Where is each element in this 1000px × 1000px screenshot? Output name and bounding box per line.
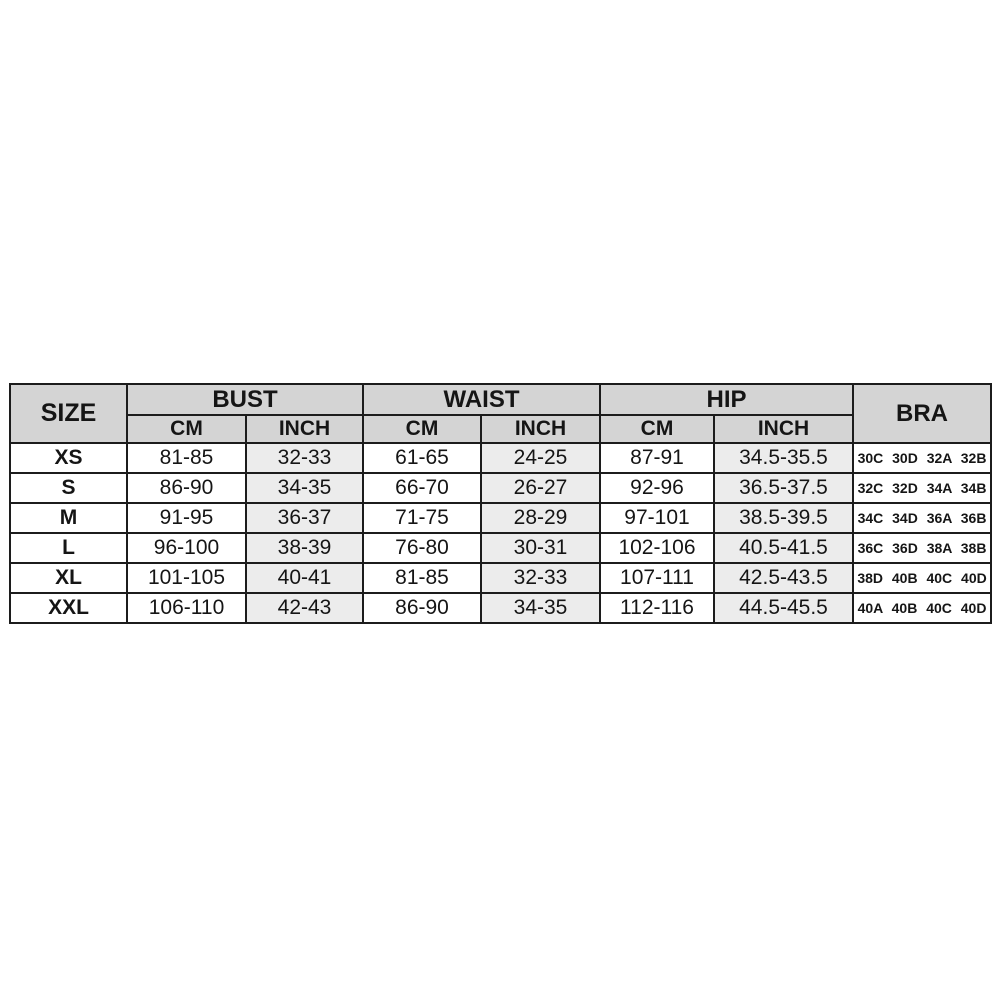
size-label: L <box>10 533 127 563</box>
size-chart <box>9 383 990 624</box>
cell-bust-inch: 32-33 <box>246 443 363 473</box>
cell-waist-cm: 81-85 <box>363 563 481 593</box>
header-hip: HIP <box>600 384 853 415</box>
cell-hip-inch: 42.5-43.5 <box>714 563 853 593</box>
cell-bust-cm: 96-100 <box>127 533 246 563</box>
header-bust-cm: CM <box>127 415 246 443</box>
table-row-s <box>10 473 991 503</box>
cell-waist-inch: 34-35 <box>481 593 600 623</box>
table-row-xxl <box>10 593 991 623</box>
size-label: XXL <box>10 593 127 623</box>
header-waist-cm: CM <box>363 415 481 443</box>
size-label: XL <box>10 563 127 593</box>
header-bust-inch: INCH <box>246 415 363 443</box>
cell-waist-inch: 24-25 <box>481 443 600 473</box>
cell-bra: 32C 32D 34A 34B <box>853 473 991 503</box>
cell-bust-inch: 36-37 <box>246 503 363 533</box>
header-waist-inch: INCH <box>481 415 600 443</box>
cell-bust-cm: 101-105 <box>127 563 246 593</box>
header-waist: WAIST <box>363 384 600 415</box>
cell-hip-inch: 36.5-37.5 <box>714 473 853 503</box>
cell-waist-cm: 76-80 <box>363 533 481 563</box>
size-label: XS <box>10 443 127 473</box>
table-row-xs <box>10 443 991 473</box>
cell-bust-inch: 38-39 <box>246 533 363 563</box>
cell-bra: 30C 30D 32A 32B <box>853 443 991 473</box>
header-size: SIZE <box>10 384 127 443</box>
cell-bust-inch: 40-41 <box>246 563 363 593</box>
cell-hip-cm: 102-106 <box>600 533 714 563</box>
cell-hip-inch: 44.5-45.5 <box>714 593 853 623</box>
size-chart-table <box>9 383 992 624</box>
cell-waist-cm: 66-70 <box>363 473 481 503</box>
cell-bust-cm: 91-95 <box>127 503 246 533</box>
cell-hip-inch: 34.5-35.5 <box>714 443 853 473</box>
cell-bra: 36C 36D 38A 38B <box>853 533 991 563</box>
header-bra: BRA <box>853 384 991 443</box>
cell-bra: 38D 40B 40C 40D <box>853 563 991 593</box>
cell-hip-cm: 107-111 <box>600 563 714 593</box>
table-row-l <box>10 533 991 563</box>
cell-hip-cm: 92-96 <box>600 473 714 503</box>
cell-bust-inch: 34-35 <box>246 473 363 503</box>
cell-waist-cm: 61-65 <box>363 443 481 473</box>
header-bust: BUST <box>127 384 363 415</box>
size-label: S <box>10 473 127 503</box>
table-row-xl <box>10 563 991 593</box>
cell-waist-inch: 30-31 <box>481 533 600 563</box>
cell-waist-cm: 86-90 <box>363 593 481 623</box>
cell-waist-inch: 28-29 <box>481 503 600 533</box>
cell-hip-cm: 112-116 <box>600 593 714 623</box>
cell-waist-inch: 32-33 <box>481 563 600 593</box>
size-label: M <box>10 503 127 533</box>
cell-hip-cm: 97-101 <box>600 503 714 533</box>
cell-waist-inch: 26-27 <box>481 473 600 503</box>
cell-bust-cm: 81-85 <box>127 443 246 473</box>
cell-hip-inch: 40.5-41.5 <box>714 533 853 563</box>
cell-bust-inch: 42-43 <box>246 593 363 623</box>
cell-waist-cm: 71-75 <box>363 503 481 533</box>
cell-bra: 40A 40B 40C 40D <box>853 593 991 623</box>
header-hip-cm: CM <box>600 415 714 443</box>
cell-bra: 34C 34D 36A 36B <box>853 503 991 533</box>
table-row-m <box>10 503 991 533</box>
header-hip-inch: INCH <box>714 415 853 443</box>
cell-bust-cm: 86-90 <box>127 473 246 503</box>
cell-hip-inch: 38.5-39.5 <box>714 503 853 533</box>
cell-hip-cm: 87-91 <box>600 443 714 473</box>
cell-bust-cm: 106-110 <box>127 593 246 623</box>
